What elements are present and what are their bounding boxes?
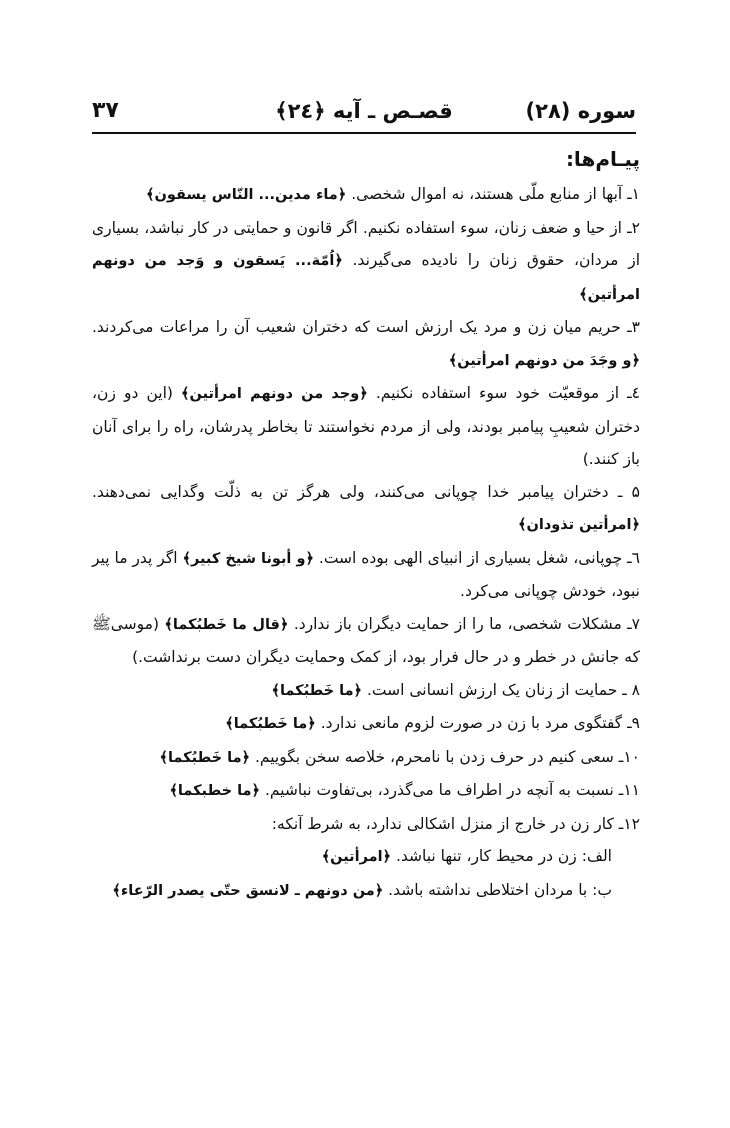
verse-quote: ﴿ما خَطبُکما﴾	[225, 716, 316, 732]
section-title: پیـام‌ها:	[565, 147, 640, 171]
page-number: ۳۷	[92, 98, 119, 123]
verse-quote: ﴿وجد من دونهم امرأتین﴾	[181, 386, 368, 402]
message-item-note: (این دو زن، دختران شعیبِ پیامبر بودند، ولی از مردم نخواستند تا بخاطر پدرشان، راه را برای آنان باز کنند.)	[92, 384, 640, 468]
surah-label: سوره (۲۸)	[525, 99, 636, 123]
condition-item	[92, 874, 612, 908]
messages-list	[92, 178, 640, 840]
verse-quote: ﴿من دونهم ـ لانسق حتّی یصدر الرّعاء﴾	[112, 882, 384, 899]
message-item-note: اگر پدر ما پیر نبود، خودش چوپانی می‌کرد.	[92, 548, 640, 600]
messages-section	[92, 142, 640, 907]
condition-item	[92, 840, 612, 874]
condition-item-text: الف: زن در محیط کار، تنها نباشد.	[395, 847, 612, 865]
message-item	[92, 774, 640, 808]
verse-quote: ﴿ما خطبکما﴾	[169, 783, 260, 799]
condition-item-text: ب: با مردان اختلاطی نداشته باشد.	[388, 880, 612, 899]
message-item-text: ۹ـ گفتگوی مرد با زن در صورت لزوم مانعی ندارد.	[320, 714, 640, 732]
header-divider	[92, 132, 636, 134]
message-item-text: ۲ـ از حیا و ضعف زنان، سوء استفاده نکنیم. اگر قانون و حمایتی در کار نباشد، بسیاری از مردان، حقوق زنان را نادیده می‌گیرند.	[92, 218, 640, 269]
page-header	[92, 96, 636, 130]
message-item-text: ۸ ـ حمایت از زنان یک ارزش انسانی است.	[366, 680, 640, 699]
message-item	[92, 212, 640, 312]
message-item	[92, 674, 640, 708]
message-item-text: ۱۱ـ نسبت به آنچه در اطراف ما می‌گذرد، بی‌تفاوت نباشیم.	[264, 781, 640, 799]
verse-quote: ﴿اُمّة... یَسقون و وَجد من دونهم امرأتین﴾	[92, 253, 640, 303]
verse-quote: ﴿ماء مدین... النّاس یسقون﴾	[146, 187, 347, 203]
verse-quote: ﴿قال ما خَطبُکما﴾	[164, 616, 289, 633]
message-item-text: ۱۲ـ کار زن در خارج از منزل اشکالی ندارد، به شرط آنکه:	[271, 814, 640, 833]
message-item	[92, 608, 640, 674]
message-item	[92, 542, 640, 608]
verse-quote: ﴿ما خَطبُکما﴾	[159, 749, 251, 766]
message-item-note: (موسیﷺ که جانش در خطر و در حال فرار بود، از کمک وحمایت دیگران دست برنداشت.)	[92, 614, 640, 666]
message-item	[92, 476, 640, 542]
surah-verse-title: قصـص ـ آیه ﴿۲٤﴾	[275, 99, 453, 123]
message-item-text: ۷ـ مشکلات شخصی، ما را از حمایت دیگران باز ندارد.	[293, 614, 640, 633]
message-item-text: ۱ـ آبها از منابع ملّی هستند، نه اموال شخصی.	[351, 185, 640, 203]
verse-quote: ﴿امرأتین﴾	[321, 849, 392, 865]
message-item	[92, 741, 640, 775]
message-item-text: ۵ ـ دختران پیامبر خدا چوپانی می‌کنند، ولی هرگز تن به ذلّت وگدایی نمی‌دهند.	[92, 482, 640, 501]
verse-quote: ﴿و أبونا شیخ کبیر﴾	[182, 550, 314, 567]
message-item	[92, 377, 640, 476]
message-item	[92, 178, 640, 212]
message-item-text: ٤ـ از موقعیّت خود سوء استفاده نکنیم.	[375, 384, 640, 402]
message-item-text: ۳ـ حریم میان زن و مرد یک ارزش است که دختران شعیب آن را مراعات می‌کردند.	[92, 318, 640, 336]
message-item	[92, 707, 640, 741]
verse-quote: ﴿ما خَطبُکما﴾	[271, 682, 363, 699]
message-item-text: ۱۰ـ سعی کنیم در حرف زدن با نامحرم، خلاصه سخن بگوییم.	[254, 747, 640, 766]
verse-quote: ﴿و وجَدَ من دونهم امرأتین﴾	[448, 352, 640, 369]
message-item-text: ٦ـ چوپانی، شغل بسیاری از انبیای الهی بوده است.	[318, 548, 640, 567]
message-item	[92, 311, 640, 377]
verse-quote: ﴿امرأتین تذودان﴾	[517, 517, 640, 533]
message-item	[92, 808, 640, 841]
conditions-list	[92, 840, 640, 907]
